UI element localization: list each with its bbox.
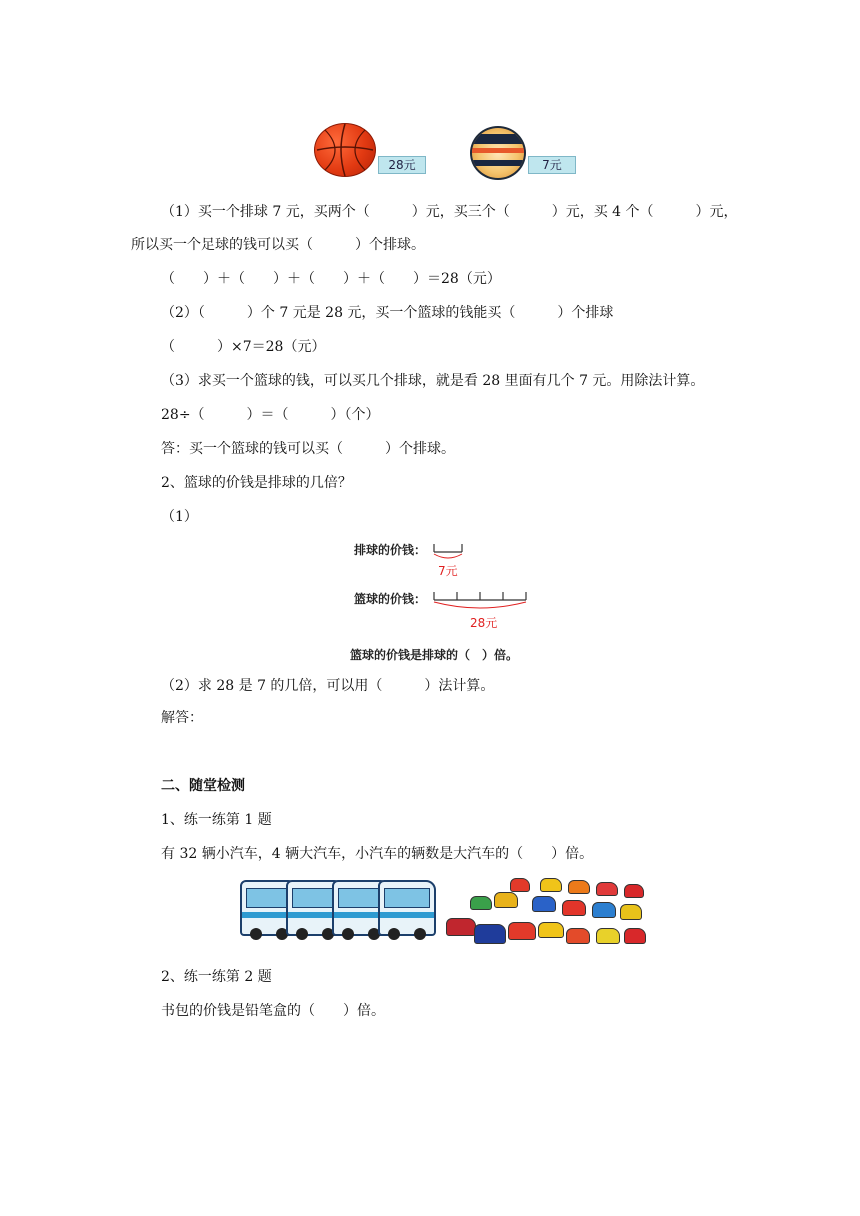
question-1-line-2: 所以买一个足球的钱可以买（ ）个排球。	[131, 237, 425, 253]
answer-line: 答：买一个篮球的钱可以买（ ）个排球。	[161, 441, 455, 457]
car-icon	[446, 918, 476, 936]
bus-icon	[378, 880, 436, 936]
volleyball-image	[470, 126, 526, 180]
basketball-image	[314, 123, 376, 177]
question-1-equation: （ ）＋（ ）＋（ ）＋（ ）＝28（元）	[161, 271, 501, 287]
volleyball-price-tag: 7元	[528, 156, 576, 174]
car-icon	[620, 904, 642, 920]
question-2-line-1: （2）（ ）个 7 元是 28 元，买一个篮球的钱能买（ ）个排球	[161, 305, 614, 321]
car-icon	[624, 928, 646, 944]
car-icon	[510, 878, 530, 892]
exercise-1-text: 有 32 辆小汽车，4 辆大汽车，小汽车的辆数是大汽车的（ ）倍。	[161, 846, 594, 862]
car-icon	[566, 928, 590, 944]
question-3-line-1: （3）求买一个篮球的钱，可以买几个排球，就是看 28 里面有几个 7 元。用除法计算。	[161, 373, 705, 389]
question-2-equation: （ ）×7＝28（元）	[161, 339, 326, 355]
car-icon	[568, 880, 590, 894]
car-icon	[562, 900, 586, 916]
section-2-heading: 二、随堂检测	[161, 778, 245, 794]
car-icon	[508, 922, 536, 940]
question-2-heading: 2、篮球的价钱是排球的几倍？	[161, 475, 352, 491]
volleyball-price-label: 排球的价钱：	[354, 543, 427, 557]
car-icon	[532, 896, 556, 912]
car-icon	[494, 892, 518, 908]
exercise-1-title: 1、练一练第 1 题	[161, 812, 272, 828]
sub-question-2: （2）求 28 是 7 的几倍，可以用（ ）法计算。	[161, 678, 495, 694]
car-icon	[538, 922, 564, 938]
basketball-price-label: 篮球的价钱：	[354, 592, 427, 606]
basketball-price-tag: 28元	[378, 156, 426, 174]
volleyball-price-value: 7元	[438, 564, 458, 578]
question-3-equation: 28÷（ ）＝（ ）（个）	[161, 407, 380, 423]
car-icon	[470, 896, 492, 910]
car-icon	[596, 882, 618, 896]
exercise-2-text: 书包的价钱是铅笔盒的（ ）倍。	[161, 1003, 385, 1019]
basketball-price-value: 28元	[470, 616, 498, 630]
diagram-caption: 篮球的价钱是排球的（ ）倍。	[350, 648, 519, 662]
solve-label: 解答：	[161, 710, 203, 726]
car-icon	[624, 884, 644, 898]
car-icon	[596, 928, 620, 944]
vehicles-image	[240, 870, 646, 952]
question-1-line-1: （1）买一个排球 7 元，买两个（ ）元，买三个（ ）元，买 4 个（ ）元，	[161, 204, 738, 220]
sub-question-1: （1）	[161, 509, 198, 525]
car-icon	[474, 924, 506, 944]
car-icon	[592, 902, 616, 918]
car-icon	[540, 878, 562, 892]
exercise-2-title: 2、练一练第 2 题	[161, 969, 272, 985]
